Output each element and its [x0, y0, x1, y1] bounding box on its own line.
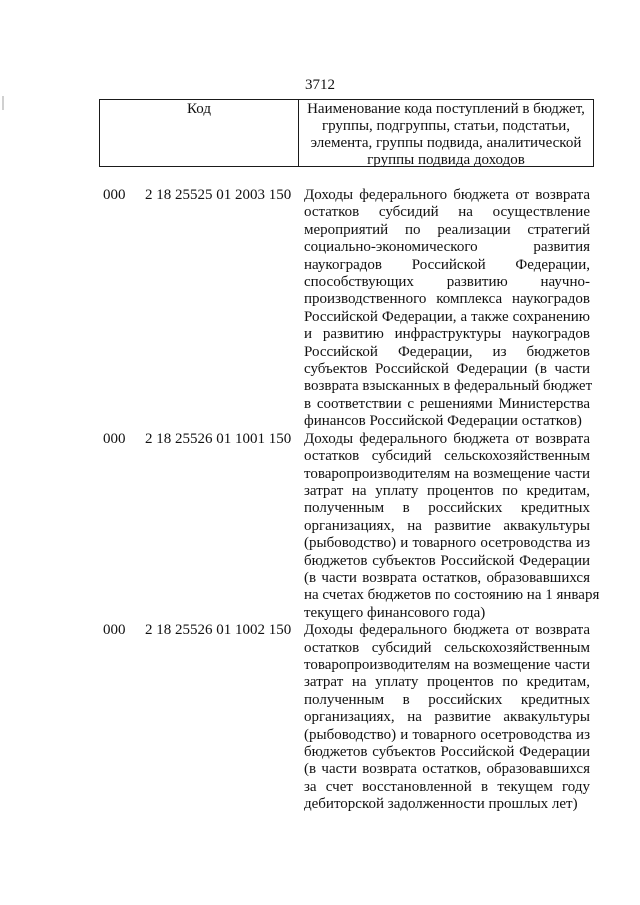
table-header	[99, 99, 594, 167]
revenue-name-line: организациях, на развитие аквакультуры	[304, 517, 590, 534]
revenue-name-line: остатков субсидий сельскохозяйственным	[304, 639, 590, 656]
page-number: 3712	[305, 77, 335, 93]
revenue-name-line: (в части возврата остатков, образовавшихся	[304, 569, 590, 586]
revenue-name-line: текущего финансового года)	[304, 604, 486, 621]
admin-code: 000	[103, 430, 126, 447]
revenue-name-line: товаропроизводителям на возмещение части	[304, 465, 590, 482]
revenue-name-line: организациях, на развитие аквакультуры	[304, 709, 590, 726]
revenue-name-line: и развитию инфраструктуры наукоградов	[304, 326, 590, 343]
revenue-name-line: (рыбоводство) и товарного осетроводства из	[304, 535, 590, 552]
revenue-name-line: субъектов Российской Федерации (в части	[304, 361, 590, 378]
revenue-name-line: финансов Российской Федерации остатков)	[304, 413, 582, 430]
revenue-name-line: полученным в российских кредитных	[304, 500, 590, 517]
admin-code: 000	[103, 622, 126, 639]
revenue-name	[304, 430, 600, 622]
revenue-name-line: наукоградов Российской Федерации,	[304, 256, 590, 273]
table-row	[0, 187, 640, 431]
revenue-code: 2 18 25526 01 1002 150	[145, 622, 292, 639]
revenue-name-line: Доходы федерального бюджета от возврата	[304, 187, 590, 203]
revenue-name-line: возврата взысканных в федеральный бюджет	[304, 378, 593, 395]
revenue-name-line: Доходы федерального бюджета от возврата	[304, 622, 590, 639]
revenue-code: 2 18 25526 01 1001 150	[145, 430, 292, 447]
revenue-code-list	[0, 187, 640, 814]
revenue-name-line: (в части возврата остатков, образовавшихся	[304, 761, 590, 778]
revenue-name-line: Российской Федерации, из бюджетов	[304, 343, 590, 360]
revenue-name-line: способствующих развитию научно-	[304, 274, 590, 291]
revenue-name-line: в соответствии с решениями Министерства	[304, 395, 590, 412]
revenue-name-line: за счет восстановленной в текущем году	[304, 778, 590, 795]
revenue-name-line: товаропроизводителям на возмещение части	[304, 656, 590, 673]
revenue-name-line: бюджетов субъектов Российской Федерации	[304, 744, 590, 760]
revenue-name-line: остатков субсидий сельскохозяйственным	[304, 448, 590, 465]
revenue-name-line: мероприятий по реализации стратегий	[304, 221, 590, 238]
revenue-name	[304, 622, 590, 813]
revenue-name-line: Доходы федерального бюджета от возврата	[304, 430, 590, 447]
revenue-name-line: затрат на уплату процентов по кредитам,	[304, 482, 590, 499]
revenue-name	[304, 187, 593, 431]
revenue-name-line: затрат на уплату процентов по кредитам,	[304, 674, 590, 691]
table-row	[0, 431, 640, 622]
revenue-name-line: социально-экономического развития	[304, 239, 590, 256]
header-name-cell: Наименование кода поступлений в бюджет, группы, подгруппы, статьи, подстатьи, элемента, группы подвида, аналитической группы подвида доходов	[307, 101, 585, 168]
revenue-name-line: (рыбоводство) и товарного осетроводства из	[304, 726, 590, 743]
scan-edge-mark	[2, 96, 4, 110]
revenue-name-line: Российской Федерации, а также сохранению	[304, 308, 590, 325]
revenue-name-line: полученным в российских кредитных	[304, 691, 590, 708]
revenue-name-line: дебиторской задолженности прошлых лет)	[304, 796, 578, 813]
revenue-name-line: производственного комплекса наукоградов	[304, 291, 590, 308]
table-row	[0, 622, 640, 813]
revenue-name-line: бюджетов субъектов Российской Федерации	[304, 552, 590, 569]
revenue-code: 2 18 25525 01 2003 150	[145, 187, 292, 203]
revenue-name-line: на счетах бюджетов по состоянию на 1 января	[304, 587, 600, 604]
header-code-cell: Код	[100, 100, 299, 166]
admin-code: 000	[103, 187, 126, 203]
revenue-name-line: остатков субсидий на осуществление	[304, 204, 590, 221]
